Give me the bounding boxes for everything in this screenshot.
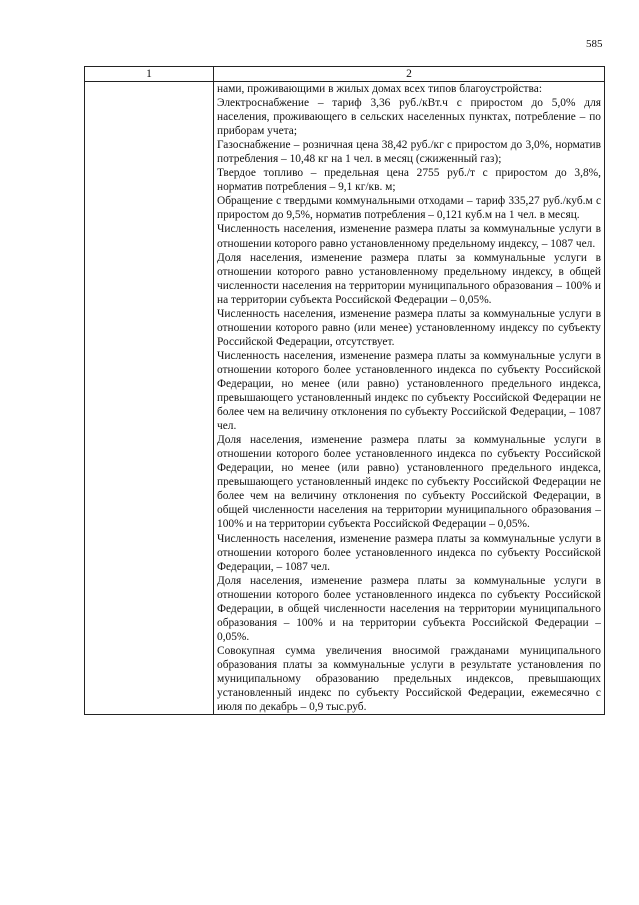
- paragraph-share-above-index: Доля населения, изменение размера платы за коммунальные услуги в отношении которого более установленного индекса по субъекту Российской Федерации, в общей численности населения на территории муниципального образования – 100% и на территории субъекта Российской Федерации – 0,05%.: [217, 574, 601, 643]
- paragraph-population-equal-limit: Численность населения, изменение размера платы за коммунальные услуги в отношении которого равно установленному предельному индексу, – 1087 чел.: [217, 223, 601, 250]
- paragraph-total-increase: Совокупная сумма увеличения вносимой гражданами муниципального образования платы за коммунальные услуги в результате установления по муниципальному образованию предельных индексов, превышающих установленный индекс по субъекту Российской Федерации, ежемесячно с июля по декабрь – 0,9 тыс.руб.: [217, 644, 601, 714]
- paragraph-population-above-index: Численность населения, изменение размера платы за коммунальные услуги в отношении которого более установленного индекса по субъекту Российской Федерации, – 1087 чел.: [217, 532, 601, 573]
- empty-cell: [85, 82, 214, 715]
- paragraph-gas: Газоснабжение – розничная цена 38,42 руб./кг с приростом до 3,0%, норматив потребления – 10,48 кг на 1 чел. в месяц (сжиженный газ);: [217, 139, 601, 166]
- paragraph-waste: Обращение с твердыми коммунальными отходами – тариф 335,27 руб./куб.м с приростом до 9,5%, норматив потребления – 0,121 куб.м на 1 чел. в месяц.: [217, 195, 601, 222]
- column-header-2: 2: [214, 67, 605, 82]
- paragraph-population-below-index: Численность населения, изменение размера платы за коммунальные услуги в отношении которого равно (или менее) установленному индексу по субъекту Российской Федерации, отсутствует.: [217, 307, 601, 348]
- column-header-1: 1: [85, 67, 214, 82]
- paragraph-share-within-deviation: Доля населения, изменение размера платы за коммунальные услуги в отношении которого более установленного индекса по субъекту Российской Федерации, но менее (или равно) установленного предельного индекса, превышающего установленный индекс по субъекту Российской Федерации не более чем на величину отклонения по субъекту Российской Федерации, в общей численности населения на территории муниципального образования – 100% и на территории субъекта Российской Федерации – 0,05%.: [217, 434, 601, 531]
- paragraph-solid-fuel: Твердое топливо – предельная цена 2755 руб./т с приростом до 3,8%, норматив потребления – 9,1 кг/кв. м;: [217, 167, 601, 194]
- paragraph-continuation: нами, проживающими в жилых домах всех типов благоустройства:: [217, 83, 542, 95]
- text-cell: [214, 82, 605, 715]
- paragraph-electricity: Электроснабжение – тариф 3,36 руб./кВт.ч с приростом до 5,0% для населения, проживающего в сельских населенных пунктах, потребление – по приборам учета;: [217, 97, 601, 138]
- table-body-row: [85, 82, 605, 715]
- table-header-row: [85, 67, 605, 82]
- document-table: [84, 66, 605, 715]
- page-number: 585: [586, 38, 603, 50]
- paragraph-share-equal-limit: Доля населения, изменение размера платы за коммунальные услуги в отношении которого равно установленному предельному индексу, в общей численности населения на территории муниципального образования – 100% и на территории субъекта Российской Федерации – 0,05%.: [217, 251, 601, 306]
- paragraph-population-within-deviation: Численность населения, изменение размера платы за коммунальные услуги в отношении которого более установленного индекса по субъекту Российской Федерации, но менее (или равно) установленного предельного индекса, превышающего установленный индекс по субъекту Российской Федерации не более чем на величину отклонения по субъекту Российской Федерации, – 1087 чел.: [217, 349, 601, 433]
